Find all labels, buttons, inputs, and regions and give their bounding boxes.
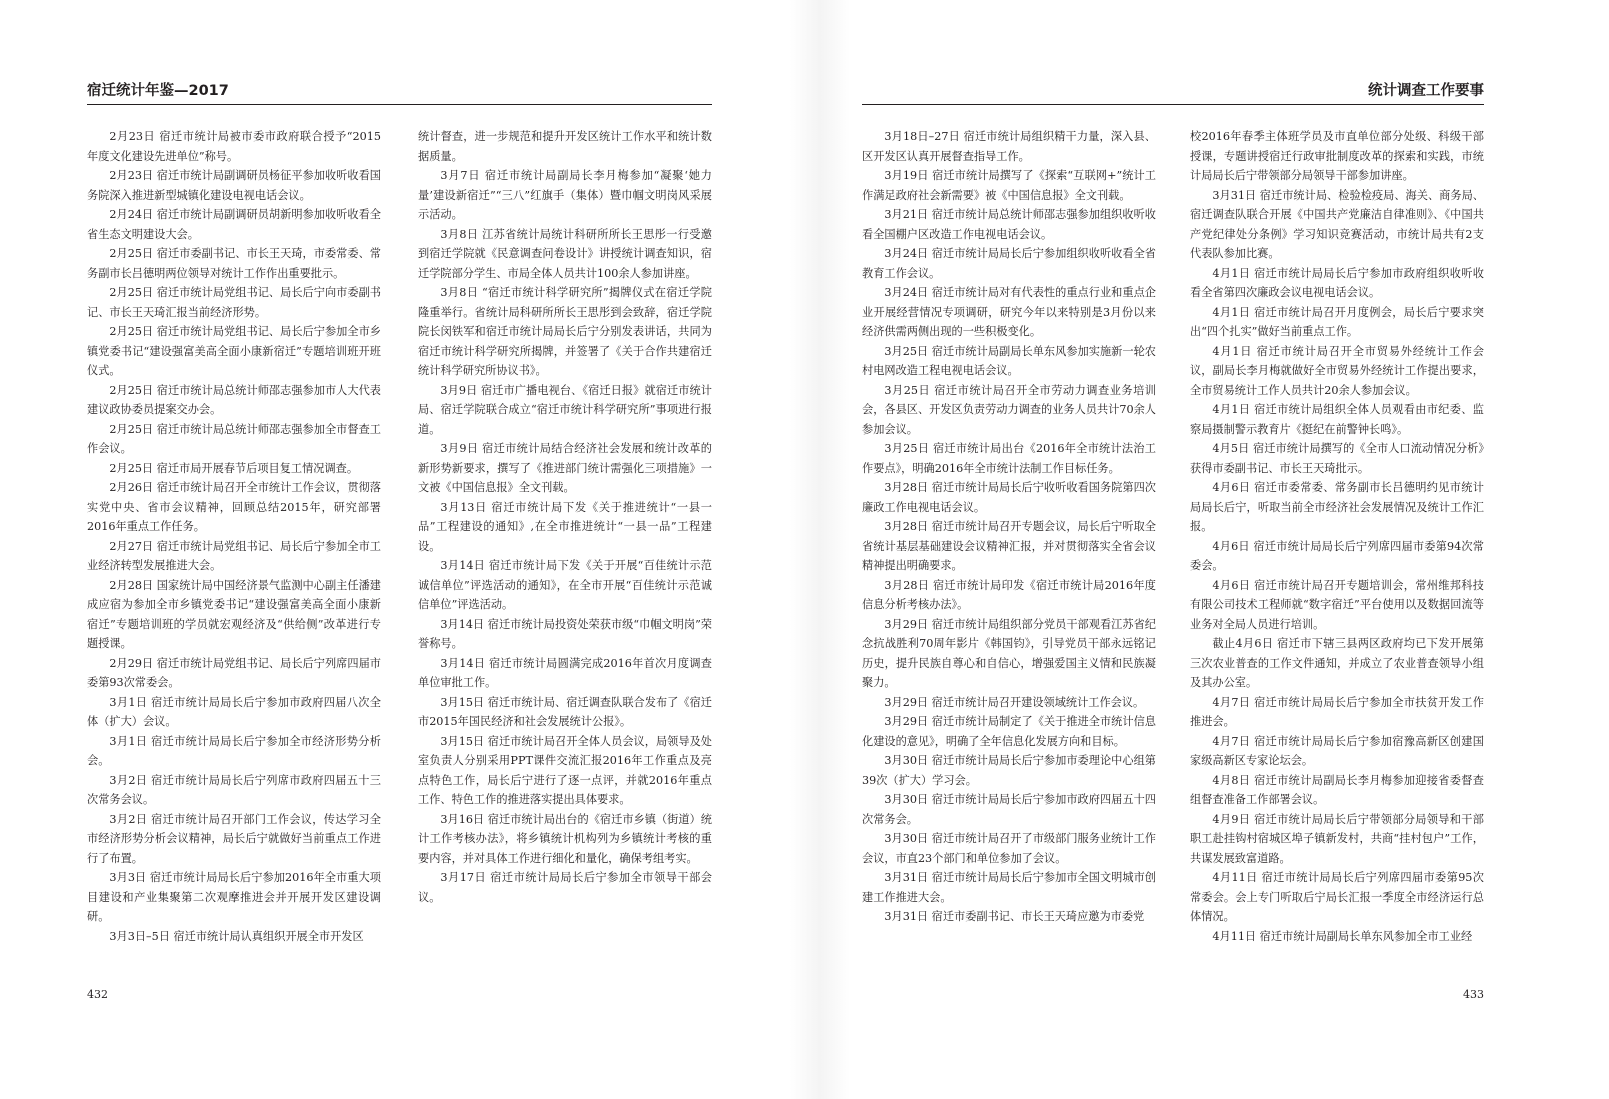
chronicle-entry: 3月29日 宿迁市统计局召开建设领域统计工作会议。 (884, 695, 1145, 709)
book-gutter (790, 0, 850, 1099)
chronicle-entry: 4月6日 宿迁市统计局召开专题培训会，常州维邦科技有限公司技术工程师就“数字宿迁”平台使用以及数据回流等业务对全局人员进行培训。 (1190, 578, 1484, 631)
chronicle-entry: 3月7日 宿迁市统计局副局长李月梅参加“凝聚‘她力量’建设新宿迁”“三八”红旗手（集体）暨巾帼文明岗风采展示活动。 (418, 169, 712, 221)
chronicle-entry: 3月14日 宿迁市统计局投资处荣获市级“巾帼文明岗”荣誉称号。 (418, 617, 712, 650)
chronicle-entry: 4月1日 宿迁市统计局召开月度例会，局长后宁要求突出“四个扎实”做好当前重点工作。 (1190, 305, 1484, 338)
chronicle-entry: 3月2日 宿迁市统计局局长后宁列席市政府四届五十三次常务会议。 (87, 773, 381, 806)
chronicle-entry: 3月25日 宿迁市统计局副局长单东风参加实施新一轮农村电网改造工程电视电话会议。 (862, 344, 1156, 377)
chronicle-entry: 2月25日 宿迁市统计局总统计师邵志强参加全市督查工作会议。 (87, 422, 381, 455)
chronicle-entry: 3月30日 宿迁市统计局局长后宁参加市委理论中心组第39次（扩大）学习会。 (862, 754, 1156, 787)
chronicle-entry: 2月23日 宿迁市统计局被市委市政府联合授予“2015年度文化建设先进单位”称号。 (87, 130, 381, 163)
right-page (862, 0, 1484, 1099)
chronicle-entry: 4月1日 宿迁市统计局组织全体人员观看由市纪委、监察局摄制警示教育片《挺纪在前警钟长鸣》。 (1190, 403, 1484, 436)
chronicle-entry: 3月15日 宿迁市统计局、宿迁调查队联合发布了《宿迁市2015年国民经济和社会发展统计公报》。 (418, 695, 712, 728)
chronicle-entry: 3月28日 宿迁市统计局局长后宁收听收看国务院第四次廉政工作电视电话会议。 (862, 481, 1156, 514)
chronicle-entry: 3月1日 宿迁市统计局局长后宁参加市政府四届八次全体（扩大）会议。 (87, 695, 381, 728)
chronicle-entry: 4月9日 宿迁市统计局局长后宁带领部分局领导和干部职工赴挂钩村宿城区埠子镇新发村，共商“挂村包户”工作，共谋发展致富道路。 (1190, 812, 1484, 865)
chronicle-entry: 3月9日 宿迁市统计局结合经济社会发展和统计改革的新形势新要求，撰写了《推进部门统计需强化三项措施》一文被《中国信息报》全文刊载。 (418, 442, 712, 494)
chronicle-entry: 3月24日 宿迁市统计局局长后宁参加组织收听收看全省教育工作会议。 (862, 247, 1156, 280)
right-page-column-2 (1190, 127, 1484, 967)
chronicle-entry: 3月2日 宿迁市统计局召开部门工作会议，传达学习全市经济形势分析会议精神，局长后宁就做好当前重点工作进行了布置。 (87, 812, 381, 865)
chronicle-entry: 4月11日 宿迁市统计局副局长单东风参加全市工业经 (1212, 929, 1473, 943)
running-head-right (862, 80, 1484, 105)
chronicle-entry: 3月14日 宿迁市统计局下发《关于开展“百佳统计示范诚信单位”评选活动的通知》，在全市开展“百佳统计示范诚信单位”评选活动。 (418, 559, 712, 611)
chronicle-entry: 3月31日 宿迁市委副书记、市长王天琦应邀为市委党 (884, 910, 1145, 923)
page-number-left: 432 (87, 988, 108, 1001)
chronicle-entry: 4月6日 宿迁市委常委、常务副市长吕德明约见市统计局局长后宁，听取当前全市经济社会发展情况及统计工作汇报。 (1190, 481, 1484, 533)
chronicle-entry: 2月28日 国家统计局中国经济景气监测中心副主任潘建成应宿为参加全市乡镇党委书记“建设强富美高全面小康新宿迁”专题培训班的学员就宏观经济及“供给侧”改革进行专题授课。 (87, 578, 381, 650)
chronicle-entry: 4月1日 宿迁市统计局局长后宁参加市政府组织收听收看全省第四次廉政会议电视电话会议。 (1190, 266, 1484, 299)
chronicle-entry: 4月7日 宿迁市统计局局长后宁参加宿豫高新区创建国家级高新区专家论坛会。 (1190, 734, 1484, 767)
chronicle-entry: 3月29日 宿迁市统计局组织部分党员干部观看江苏省纪念抗战胜利70周年影片《韩国钧》，引导党员干部永远铭记历史，提升民族自尊心和自信心，增强爱国主义情和民族凝聚力。 (862, 617, 1156, 689)
chronicle-entry: 统计督查，进一步规范和提升开发区统计工作水平和统计数据质量。 (418, 130, 712, 163)
chronicle-entry: 2月25日 宿迁市统计局总统计师邵志强参加市人大代表建议政协委员提案交办会。 (87, 383, 381, 416)
chronicle-entry: 3月3日 宿迁市统计局局长后宁参加2016年全市重大项目建设和产业集聚第二次观摩推进会并开展开发区建设调研。 (87, 871, 381, 923)
section-title: 统计调查工作要事 (1368, 83, 1484, 99)
chronicle-entry: 4月8日 宿迁市统计局副局长李月梅参加迎接省委督查组督查准备工作部署会议。 (1190, 773, 1484, 806)
chronicle-entry: 3月29日 宿迁市统计局制定了《关于推进全市统计信息化建设的意见》，明确了全年信息化发展方向和目标。 (862, 715, 1156, 748)
chronicle-entry: 3月9日 宿迁市广播电视台、《宿迁日报》就宿迁市统计局、宿迁学院联合成立“宿迁市统计科学研究所”事项进行报道。 (418, 383, 712, 436)
chronicle-entry: 4月1日 宿迁市统计局召开全市贸易外经统计工作会议，副局长李月梅就做好全市贸易外经统计工作提出要求，全市贸易统计工作人员共计20余人参加会议。 (1190, 344, 1484, 397)
chronicle-entry: 3月31日 宿迁市统计局、检验检疫局、海关、商务局、宿迁调查队联合开展《中国共产党廉洁自律准则》、《中国共产党纪律处分条例》学习知识竞赛活动，市统计局共有2支代表队参加比赛。 (1190, 188, 1484, 260)
chronicle-entry: 截止4月6日 宿迁市下辖三县两区政府均已下发开展第三次农业普查的工作文件通知，并成立了农业普查领导小组及其办公室。 (1190, 637, 1484, 689)
chronicle-entry: 3月30日 宿迁市统计局局长后宁参加市政府四届五十四次常务会。 (862, 793, 1156, 826)
chronicle-entry: 3月25日 宿迁市统计局召开全市劳动力调查业务培训会，各县区、开发区负责劳动力调查的业务人员共计70余人参加会议。 (862, 383, 1156, 436)
chronicle-entry: 3月28日 宿迁市统计局召开专题会议，局长后宁听取全省统计基层基础建设会议精神汇报，并对贯彻落实全省会议精神提出明确要求。 (862, 520, 1156, 572)
chronicle-entry: 校2016年春季主体班学员及市直单位部分处级、科级干部授课，专题讲授宿迁行政审批制度改革的探索和实践，市统计局局长后宁带领部分局领导干部参加讲座。 (1190, 130, 1484, 182)
chronicle-entry: 2月25日 宿迁市统计局党组书记、局长后宁参加全市乡镇党委书记“建设强富美高全面小康新宿迁”专题培训班开班仪式。 (87, 325, 381, 377)
chronicle-entry: 2月29日 宿迁市统计局党组书记、局长后宁列席四届市委第93次常委会。 (87, 656, 381, 689)
chronicle-entry: 2月23日 宿迁市统计局副调研员杨征平参加收听收看国务院深入推进新型城镇化建设电视电话会议。 (87, 169, 381, 202)
chronicle-entry: 2月25日 宿迁市委副书记、市长王天琦，市委常委、常务副市长吕德明两位领导对统计工作作出重要批示。 (87, 247, 381, 280)
chronicle-entry: 4月7日 宿迁市统计局局长后宁参加全市扶贫开发工作推进会。 (1190, 695, 1484, 728)
left-page-column-1 (87, 127, 381, 967)
chronicle-entry: 2月25日 宿迁市局开展春节后项目复工情况调查。 (109, 461, 359, 475)
chronicle-entry: 3月17日 宿迁市统计局局长后宁参加全市领导干部会议。 (418, 871, 712, 904)
chronicle-entry: 3月21日 宿迁市统计局总统计师邵志强参加组织收听收看全国棚户区改造工作电视电话会议。 (862, 208, 1156, 241)
chronicle-entry: 3月14日 宿迁市统计局圆满完成2016年首次月度调查单位审批工作。 (418, 656, 712, 689)
chronicle-entry: 3月8日 江苏省统计局统计科研所所长王思彤一行受邀到宿迁学院就《民意调查问卷设计》讲授统计调查知识，宿迁学院部分学生、市局全体人员共计100余人参加讲座。 (418, 227, 712, 280)
chronicle-entry: 2月26日 宿迁市统计局召开全市统计工作会议，贯彻落实党中央、省市会议精神，回顾总结2015年，研究部署2016年重点工作任务。 (87, 481, 381, 533)
right-page-column-1 (862, 127, 1156, 967)
chronicle-entry: 3月1日 宿迁市统计局局长后宁参加全市经济形势分析会。 (87, 734, 381, 767)
chronicle-entry: 3月16日 宿迁市统计局出台的《宿迁市乡镇（街道）统计工作考核办法》，将乡镇统计机构列为乡镇统计考核的重要内容，并对具体工作进行细化和量化，确保考组考实。 (418, 812, 712, 865)
chronicle-entry: 3月19日 宿迁市统计局撰写了《探索“互联网+”统计工作满足政府社会新需要》被《中国信息报》全文刊载。 (862, 169, 1156, 202)
book-title: 宿迁统计年鉴—2017 (87, 83, 229, 99)
chronicle-entry: 4月6日 宿迁市统计局局长后宁列席四届市委第94次常委会。 (1190, 539, 1484, 572)
chronicle-entry: 2月25日 宿迁市统计局党组书记、局长后宁向市委副书记、市长王天琦汇报当前经济形势。 (87, 286, 381, 319)
chronicle-entry: 2月24日 宿迁市统计局副调研员胡新明参加收听收看全省生态文明建设大会。 (87, 208, 381, 241)
chronicle-entry: 3月18日–27日 宿迁市统计局组织精干力量，深入县、区开发区认真开展督查指导工作。 (862, 130, 1156, 163)
chronicle-entry: 3月30日 宿迁市统计局召开了市级部门服务业统计工作会议，市直23个部门和单位参加了会议。 (862, 832, 1156, 865)
chronicle-entry: 3月31日 宿迁市统计局局长后宁参加市全国文明城市创建工作推进大会。 (862, 871, 1156, 904)
chronicle-entry: 3月28日 宿迁市统计局印发《宿迁市统计局2016年度信息分析考核办法》。 (862, 578, 1156, 611)
left-page (87, 0, 712, 1099)
chronicle-entry: 3月25日 宿迁市统计局出台《2016年全市统计法治工作要点》，明确2016年全市统计法制工作目标任务。 (862, 442, 1156, 475)
chronicle-entry: 3月24日 宿迁市统计局对有代表性的重点行业和重点企业开展经营情况专项调研，研究今年以来特别是3月份以来经济供需两侧出现的一些积极变化。 (862, 286, 1156, 338)
chronicle-entry: 3月13日 宿迁市统计局下发《关于推进统计“一县一品”工程建设的通知》,在全市推进统计“一县一品”工程建设。 (418, 500, 712, 553)
running-head-left (87, 80, 712, 105)
chronicle-entry: 2月27日 宿迁市统计局党组书记、局长后宁参加全市工业经济转型发展推进大会。 (87, 539, 381, 572)
page-number-right: 433 (1463, 988, 1484, 1001)
chronicle-entry: 4月11日 宿迁市统计局局长后宁列席四届市委第95次常委会。会上专门听取后宁局长汇报一季度全市经济运行总体情况。 (1190, 871, 1484, 923)
chronicle-entry: 4月5日 宿迁市统计局撰写的《全市人口流动情况分析》获得市委副书记、市长王天琦批示。 (1190, 442, 1484, 475)
left-page-column-2 (418, 127, 712, 967)
chronicle-entry: 3月3日–5日 宿迁市统计局认真组织开展全市开发区 (109, 929, 364, 943)
chronicle-entry: 3月15日 宿迁市统计局召开全体人员会议，局领导及处室负责人分别采用PPT课件交流汇报2016年工作重点及亮点特色工作，局长后宁进行了逐一点评，并就2016年重点工作、特色工作的推进落实提出具体要求。 (418, 734, 712, 806)
chronicle-entry: 3月8日 “宿迁市统计科学研究所”揭牌仪式在宿迁学院隆重举行。省统计局科研所所长王思彤到会致辞，宿迁学院院长闵铁军和宿迁市统计局局长后宁分别发表讲话，共同为宿迁市统计科学研究所揭牌，并签署了《关于合作共建宿迁统计科学研究所协议书》。 (418, 286, 712, 377)
